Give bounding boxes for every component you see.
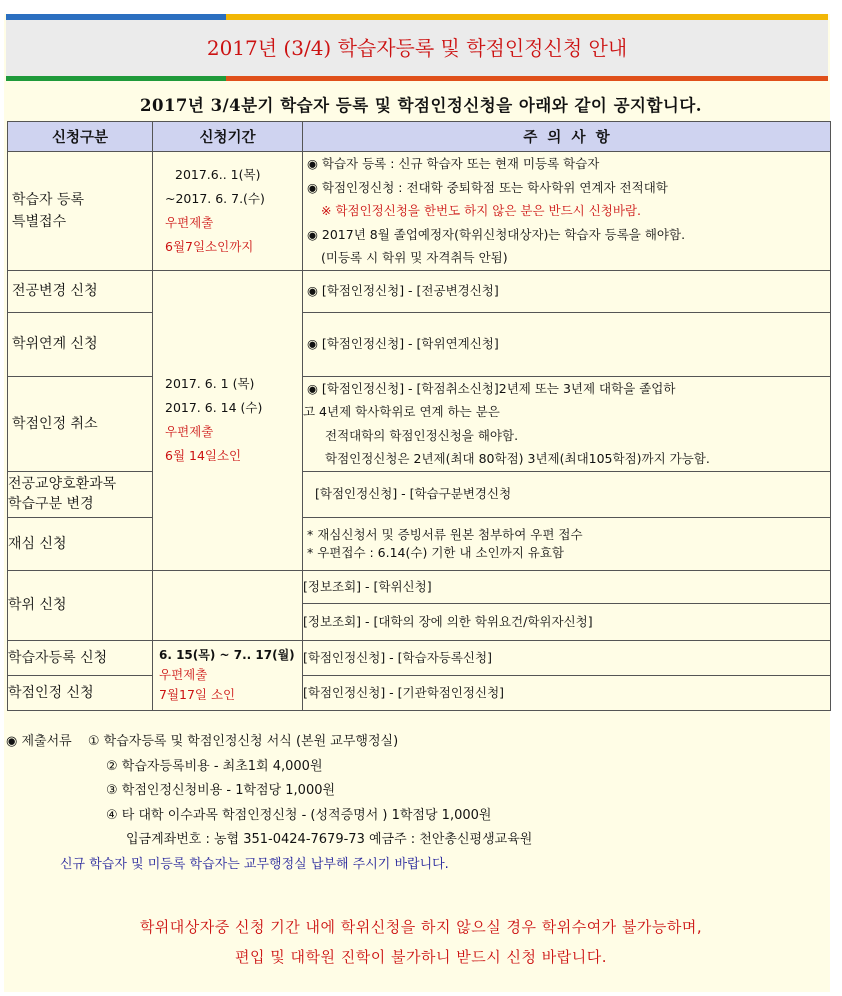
category-cell: 학점인정 신청 (8, 675, 153, 710)
notes-cell: ◉ [학점인정신청] - [학점취소신청]2년제 또는 3년제 대학을 졸업하 고 4년제 학사학위로 연계 하는 분은 전적대학의 학점인정신청을 해야함. 학점인정신청은 2년제(최대 80학점) 3년제(최대105학점)까지 가능함. (303, 376, 831, 471)
period-cell-empty (153, 570, 303, 640)
table-row (8, 640, 831, 675)
category-cell: 학점인정 취소 (8, 376, 153, 471)
table-row (8, 570, 831, 603)
list-item: ① 학습자등록 및 학점인정신청 서식 (본원 교무행정실) (87, 734, 399, 749)
bank-account: 입금계좌번호 : 농협 351-0424-7679-73 예금주 : 천안총신평생교육원 (126, 832, 533, 847)
schedule-table (7, 121, 831, 711)
table-row (8, 517, 831, 570)
table-row (8, 152, 831, 271)
payment-notice: 신규 학습자 및 미등록 학습자는 교무행정실 납부해 주시기 바랍니다. (60, 856, 449, 872)
category-cell: 학습자 등록 특별접수 (8, 152, 153, 271)
category-cell: 재심 신청 (8, 517, 153, 570)
table-header-row (8, 122, 831, 152)
category-cell: 전공교양호환과목 학습구분 변경 (8, 471, 153, 517)
header-period: 신청기간 (153, 122, 303, 152)
required-documents (6, 730, 828, 877)
documents-label: ◉ 제출서류 (6, 734, 72, 749)
notes-cell: ◉ [학점인정신청] - [전공변경신청] (303, 270, 831, 312)
list-item: ③ 학점인정신청비용 - 1학점당 1,000원 (106, 783, 336, 798)
category-cell: 전공변경 신청 (8, 270, 153, 312)
category-cell: 학위 신청 (8, 570, 153, 640)
notes-cell: [정보조회] - [학위신청] (303, 570, 831, 603)
list-item: ④ 타 대학 이수과목 학점인정신청 - (성적증명서 ) 1학점당 1,000원 (106, 807, 492, 823)
page-title: 2017년 (3/4) 학습자등록 및 학점인정신청 안내 (206, 36, 628, 60)
table-row (8, 376, 831, 471)
header-category: 신청구분 (8, 122, 153, 152)
notes-cell: [학점인정신청] - [기관학점인정신청] (303, 675, 831, 710)
title-banner (6, 20, 828, 76)
notes-cell: [정보조회] - [대학의 장에 의한 학위요건/학위자신청] (303, 603, 831, 640)
notes-cell: * 재심신청서 및 증빙서류 원본 첨부하여 우편 접수 * 우편접수 : 6.14(수) 기한 내 소인까지 유효함 (303, 517, 831, 570)
notes-cell: ◉ 학습자 등록 : 신규 학습자 또는 현재 미등록 학습자 ◉ 학점인정신청 : 전대학 중퇴학점 또는 학사학위 연계자 전적대학 ※ 학점인정신청을 한번도 하지 않은 분은 반드시 신청바람. ◉ 2017년 8월 졸업예정자(학위신청대상자)는 학습자 등록을 해야함. (미등록 시 학위 및 자격취득 안됨) (303, 152, 831, 271)
list-item: ② 학습자등록비용 - 최초1회 4,000원 (106, 758, 323, 774)
category-cell: 학습자등록 신청 (8, 640, 153, 675)
final-warning: 학위대상자중 신청 기간 내에 학위신청을 하지 않으실 경우 학위수여가 불가능하며, 편입 및 대학원 진학이 불가하니 받드시 신청 바랍니다. (139, 918, 703, 966)
notes-cell: [학점인정신청] - [학습구분변경신청 (303, 471, 831, 517)
period-cell: 2017.6.. 1(목) ~2017. 6. 7.(수) 우편제출 6월7일소인까지 (153, 152, 303, 271)
category-cell: 학위연계 신청 (8, 312, 153, 376)
period-cell: 2017. 6. 1 (목) 2017. 6. 14 (수) 우편제출 6월 14일소인 (153, 270, 303, 570)
header-notes: 주 의 사 항 (303, 122, 831, 152)
table-row (8, 675, 831, 710)
notes-cell: ◉ [학점인정신청] - [학위연계신청] (303, 312, 831, 376)
table-row (8, 312, 831, 376)
period-cell: 6. 15(목) ~ 7.. 17(월) 우편제출 7월17일 소인 (153, 640, 303, 710)
notes-cell: [학점인정신청] - [학습자등록신청] (303, 640, 831, 675)
bottom-color-rule (6, 76, 828, 81)
table-row (8, 270, 831, 312)
announcement-subtitle: 2017년 3/4분기 학습자 등록 및 학점인정신청을 아래와 같이 공지합니다. (139, 96, 703, 115)
table-row (8, 471, 831, 517)
